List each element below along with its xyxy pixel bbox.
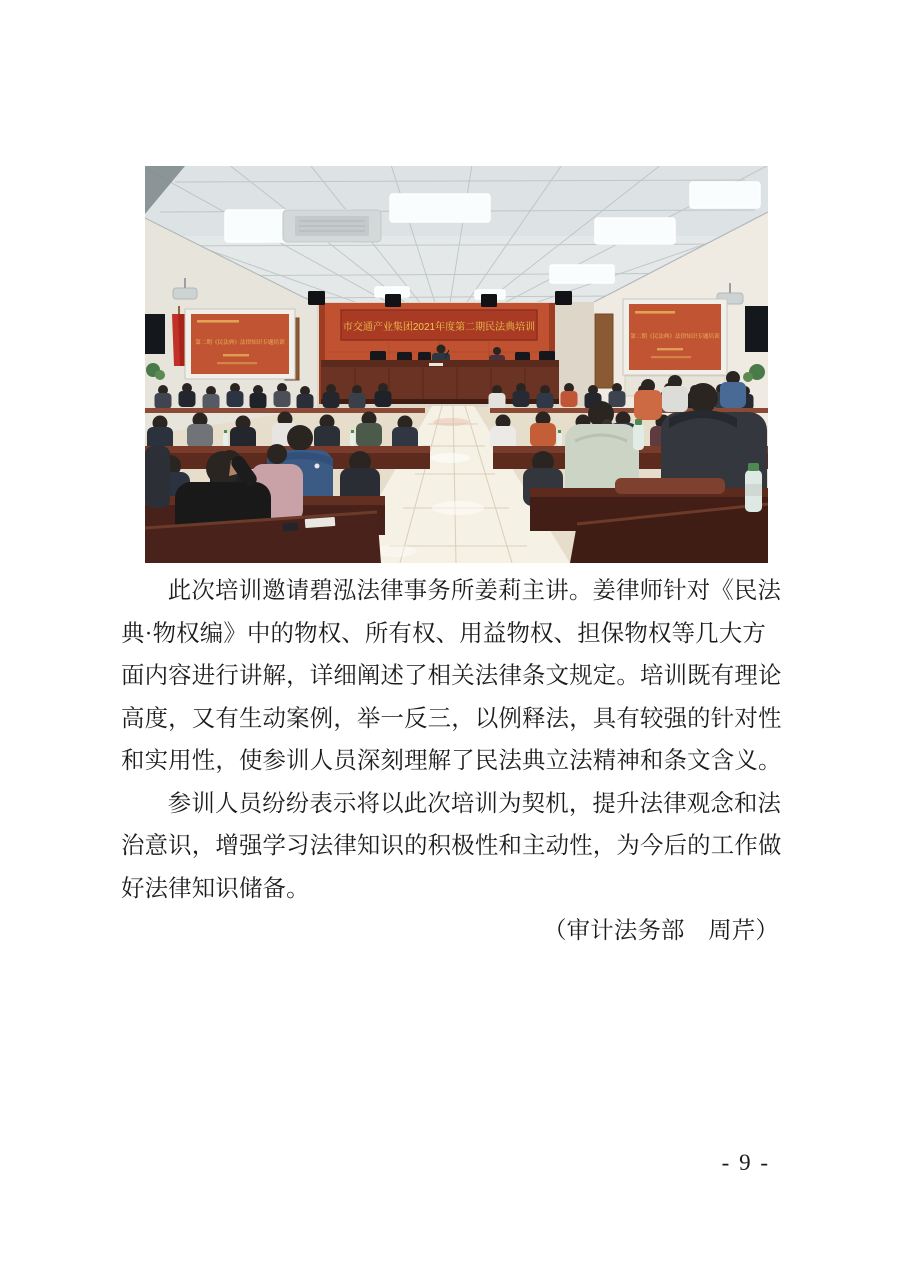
paragraph-line: 高度，又有生动案例，举一反三，以例释法，具有较强的针对性 [121, 705, 782, 732]
training-meeting-photo [145, 166, 768, 563]
paragraph-line: 和实用性，使参训人员深刻理解了民法典立法精神和条文含义。 [121, 748, 782, 774]
slide-title-left: 第二期《民法典》法律知识专题培训 [195, 340, 285, 346]
slide-title-right: 第二期《民法典》法律知识专题培训 [630, 334, 720, 340]
article-body [121, 570, 782, 953]
paragraph-line: 面内容进行讲解，详细阐述了相关法律条文规定。培训既有理论 [121, 663, 782, 689]
page-number: - 9 - [721, 1150, 770, 1175]
door-right [595, 314, 613, 388]
projection-screen-right [623, 299, 727, 375]
projection-screen-left [185, 309, 295, 379]
wall-tv-left [145, 314, 165, 354]
paragraph-line: 此次培训邀请碧泓法律事务所姜莉主讲。姜律师针对《民法 [167, 578, 782, 604]
banner-text: 市交通产业集团2021年度第二期民法典培训 [342, 322, 536, 333]
author-signature: （审计法务部 周芹） [543, 918, 779, 944]
paragraph-line: 参训人员纷纷表示将以此次培训为契机，提升法律观念和法 [167, 790, 782, 817]
training-photo-scene [145, 166, 768, 563]
paragraph-line: 好法律知识储备。 [121, 875, 310, 902]
paragraph-line: 治意识，增强学习法律知识的积极性和主动性，为今后的工作做 [121, 833, 782, 859]
paragraph-line: 典·物权编》中的物权、所有权、用益物权、担保物权等几大方 [121, 620, 766, 647]
red-flag [172, 306, 186, 366]
wall-tv-right [745, 306, 768, 352]
air-conditioner-vent [283, 210, 381, 242]
